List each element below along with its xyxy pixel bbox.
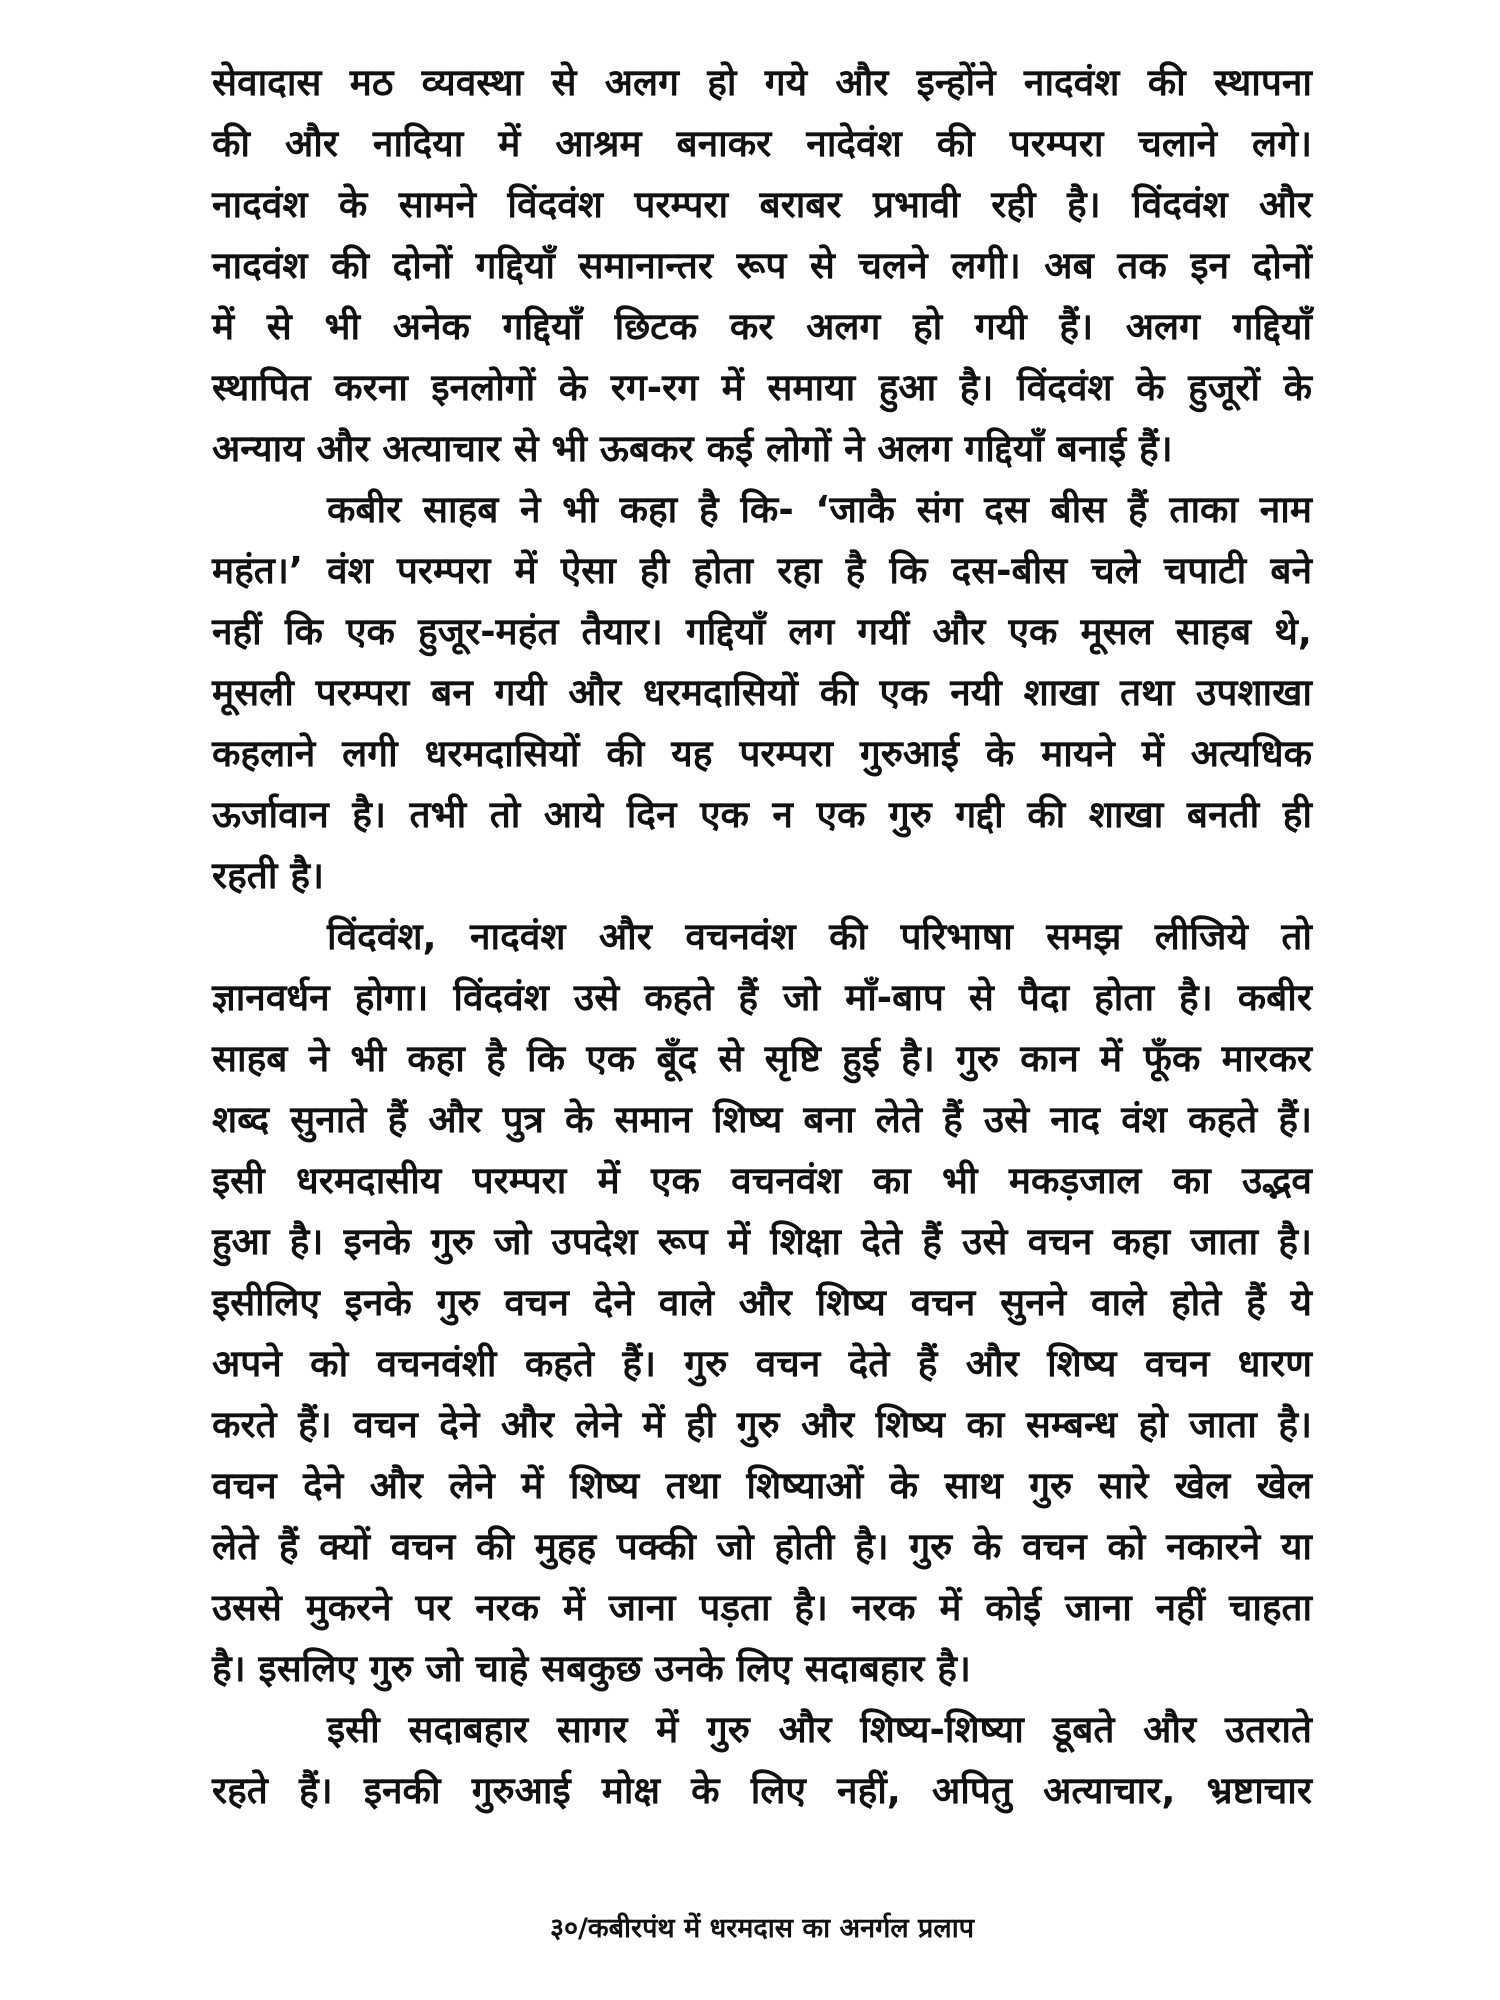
text-line: हुआ है। इनके गुरु जो उपदेश रूप में शिक्षा देते हैं उसे वचन कहा जाता है। [212, 1220, 1312, 1263]
paragraph-start-line: इसी सदाबहार सागर में गुरु और शिष्य-शिष्या डूबते और उतराते [327, 1708, 1312, 1751]
text-line: साहब ने भी कहा है कि एक बूँद से सृष्टि हुई है। गुरु कान में फूँक मारकर [212, 1037, 1312, 1080]
paragraph-start-line: कबीर साहब ने भी कहा है कि- ‘जाकै संग दस बीस हैं ताका नाम [327, 488, 1312, 531]
text-line: रहते हैं। इनकी गुरुआई मोक्ष के लिए नहीं, अपितु अत्याचार, भ्रष्टाचार [212, 1769, 1312, 1812]
page-footer: ३०/कबीरपंथ में धरमदास का अनर्गल प्रलाप [549, 1913, 975, 1944]
text-line: में से भी अनेक गद्दियाँ छिटक कर अलग हो गयी हैं। अलग गद्दियाँ [212, 305, 1312, 348]
text-line: मूसली परम्परा बन गयी और धरमदासियों की एक नयी शाखा तथा उपशाखा [212, 671, 1312, 714]
text-line: महंत।’ वंश परम्परा में ऐसा ही होता रहा है कि दस-बीस चले चपाटी बने [212, 549, 1312, 592]
text-line: कहलाने लगी धरमदासियों की यह परम्परा गुरुआई के मायने में अत्यधिक [212, 732, 1312, 775]
text-line: अन्याय और अत्याचार से भी ऊबकर कई लोगों ने अलग गद्दियाँ बनाई हैं। [212, 427, 1173, 470]
text-line: ज्ञानवर्धन होगा। विंदवंश उसे कहते हैं जो माँ-बाप से पैदा होता है। कबीर [212, 976, 1312, 1019]
text-line: सेवादास मठ व्यवस्था से अलग हो गये और इन्होंने नादवंश की स्थापना [212, 61, 1312, 104]
text-line: ऊर्जावान है। तभी तो आये दिन एक न एक गुरु गद्दी की शाखा बनती ही [212, 793, 1312, 836]
text-line: स्थापित करना इनलोगों के रग-रग में समाया हुआ है। विंदवंश के हुजूरों के [212, 366, 1312, 409]
paragraph-start-line: विंदवंश, नादवंश और वचनवंश की परिभाषा समझ लीजिये तो [327, 915, 1312, 958]
text-line: करते हैं। वचन देने और लेने में ही गुरु और शिष्य का सम्बन्ध हो जाता है। [212, 1403, 1312, 1446]
text-line: नादवंश की दोनों गद्दियाँ समानान्तर रूप से चलने लगी। अब तक इन दोनों [212, 244, 1312, 287]
text-line: इसी धरमदासीय परम्परा में एक वचनवंश का भी मकड़जाल का उद्भव [212, 1159, 1312, 1202]
body-text [212, 52, 1312, 1821]
text-line: अपने को वचनवंशी कहते हैं। गुरु वचन देते हैं और शिष्य वचन धारण [212, 1342, 1312, 1385]
text-line: लेते हैं क्यों वचन की मुहह पक्की जो होती है। गुरु के वचन को नकारने या [212, 1525, 1312, 1568]
text-line: वचन देने और लेने में शिष्य तथा शिष्याओं के साथ गुरु सारे खेल खेल [212, 1464, 1312, 1507]
text-line: नहीं कि एक हुजूर-महंत तैयार। गद्दियाँ लग गयीं और एक मूसल साहब थे, [212, 610, 1312, 653]
text-line: है। इसलिए गुरु जो चाहे सबकुछ उनके लिए सदाबहार है। [212, 1647, 971, 1690]
text-line: इसीलिए इनके गुरु वचन देने वाले और शिष्य वचन सुनने वाले होते हैं ये [212, 1281, 1312, 1324]
text-line: नादवंश के सामने विंदवंश परम्परा बराबर प्रभावी रही है। विंदवंश और [212, 183, 1312, 226]
text-line: की और नादिया में आश्रम बनाकर नादेवंश की परम्परा चलाने लगे। [212, 122, 1312, 165]
text-line: शब्द सुनाते हैं और पुत्र के समान शिष्य बना लेते हैं उसे नाद वंश कहते हैं। [212, 1098, 1312, 1141]
text-line: रहती है। [212, 854, 325, 897]
text-line: उससे मुकरने पर नरक में जाना पड़ता है। नरक में कोई जाना नहीं चाहता [212, 1586, 1312, 1629]
